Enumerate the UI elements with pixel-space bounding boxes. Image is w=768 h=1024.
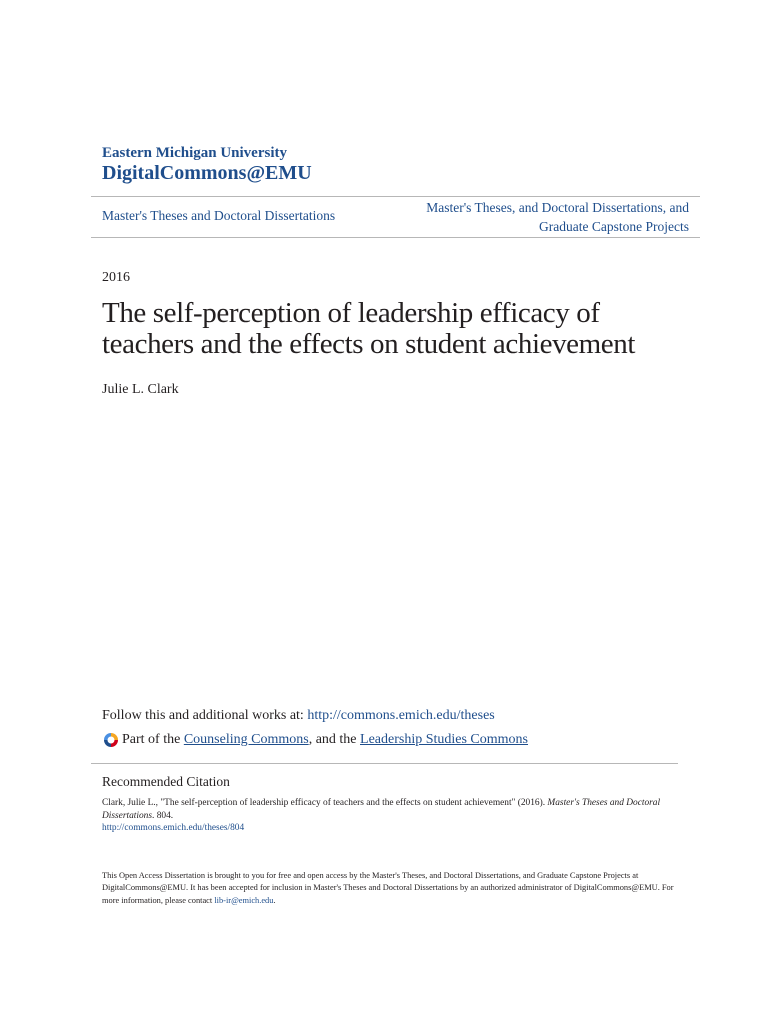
follow-line: [102, 708, 495, 724]
institution-name: Eastern Michigan University: [102, 145, 287, 161]
part-of-middle: , and the: [308, 732, 361, 747]
citation-text: Clark, Julie L., "The self-perception of leadership efficacy of teachers and the effects on student achievement" (2016).: [102, 798, 548, 808]
part-of-prefix: Part of the: [122, 732, 181, 747]
collection-right-line2[interactable]: Graduate Capstone Projects: [539, 219, 689, 234]
counseling-commons-link[interactable]: Counseling Commons: [183, 732, 309, 747]
collection-right-line1[interactable]: Master's Theses, and Doctoral Dissertations, and: [426, 200, 689, 215]
notice-text: This Open Access Dissertation is brought to you for free and open access by the Master's Theses, and Doctoral Dissertations, and Graduate Capstone Projects at DigitalCommons@EMU. It has been accepted for inclusion in Master's Theses and Doctoral Dissertations by an authorized administrator of DigitalCommons@EMU. For more information, please contact: [102, 871, 674, 905]
notice-end: .: [273, 895, 276, 905]
citation-journal: Master's Theses and Doctoral Dissertations: [102, 798, 661, 821]
publication-year: 2016: [102, 270, 130, 285]
divider-bottom: [91, 237, 700, 238]
divider-citation: [91, 763, 678, 764]
collection-link-left[interactable]: Master's Theses and Doctoral Dissertations: [102, 208, 336, 223]
follow-prefix: Follow this and additional works at:: [102, 708, 308, 723]
open-access-notice: [102, 870, 682, 907]
bepress-network-icon: [102, 731, 120, 749]
citation-body: [102, 797, 672, 835]
repository-name[interactable]: DigitalCommons@EMU: [102, 162, 312, 184]
follow-url-link[interactable]: http://commons.emich.edu/theses: [307, 708, 495, 723]
collection-link-right[interactable]: [369, 198, 689, 236]
citation-url-link[interactable]: http://commons.emich.edu/theses/804: [102, 823, 245, 833]
contact-email-link[interactable]: lib-ir@emich.edu: [214, 895, 274, 905]
citation-number: . 804.: [152, 810, 174, 821]
citation-heading: Recommended Citation: [102, 774, 230, 789]
part-of-line: [102, 731, 528, 749]
author-name: Julie L. Clark: [102, 382, 179, 397]
divider-top: [91, 196, 700, 197]
leadership-studies-commons-link[interactable]: Leadership Studies Commons: [360, 732, 529, 747]
title-line-1: The self-perception of leadership efficacy of: [102, 297, 600, 329]
title-line-2: teachers and the effects on student achievement: [102, 328, 636, 360]
document-title: [102, 298, 662, 360]
